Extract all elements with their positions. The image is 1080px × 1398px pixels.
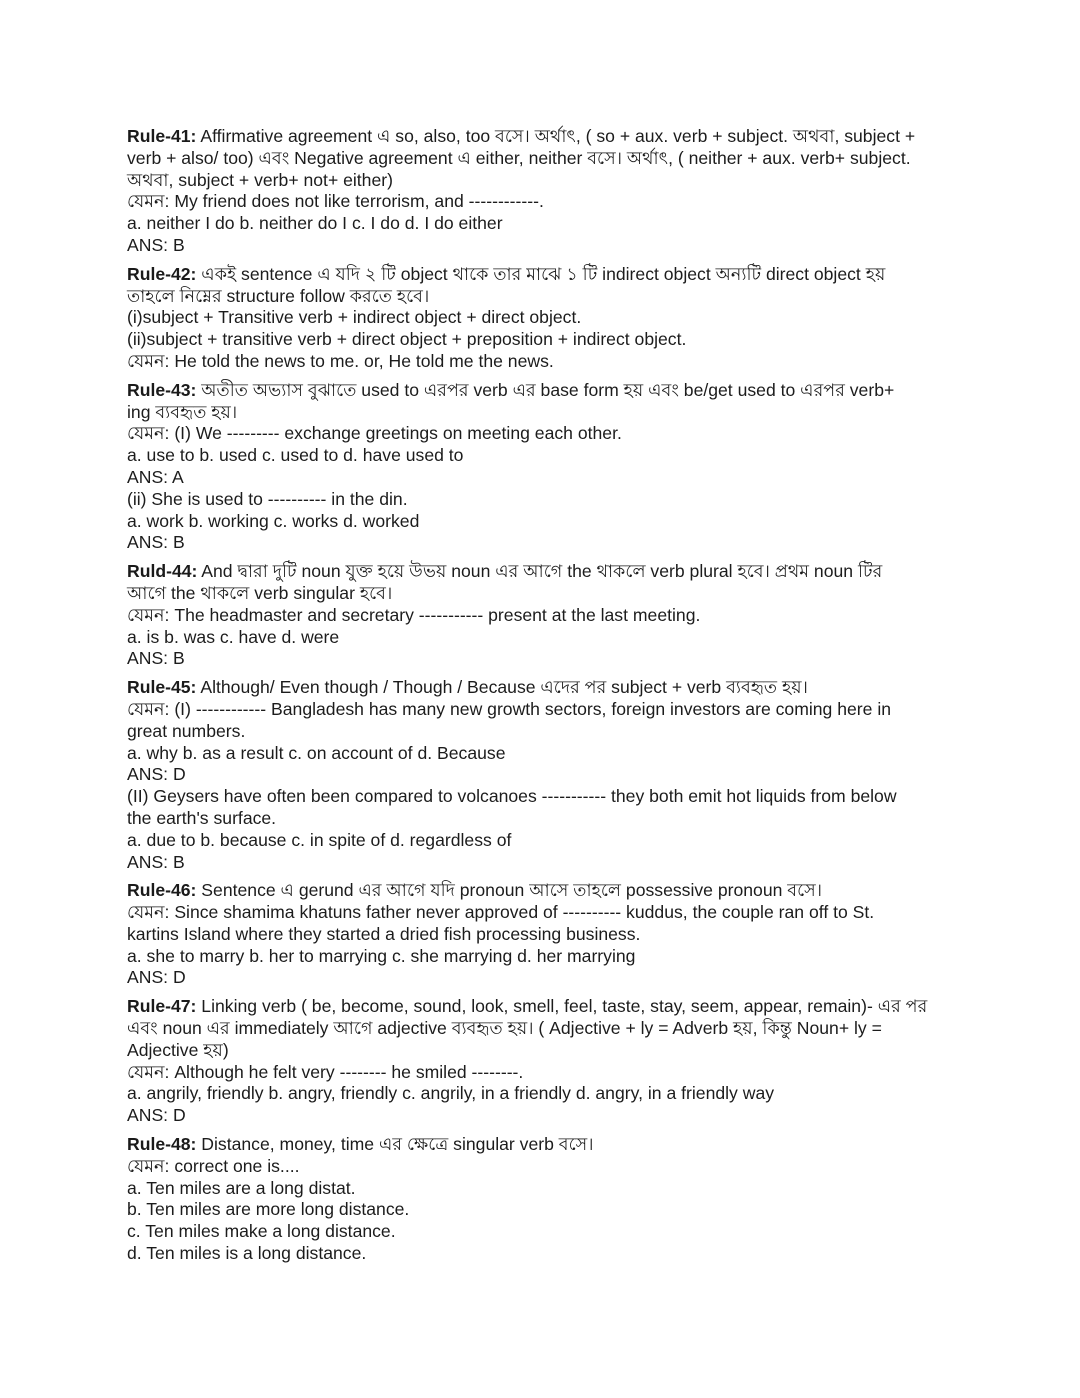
rule-heading-line bbox=[127, 996, 959, 1018]
rule-text-line: এবং noun এর immediately আগে adjective ব্যবহৃত হয়। ( Adjective + ly = Adverb হয়, কিন্তু Noun+ ly = bbox=[127, 1018, 882, 1039]
rule-text-line: a. angrily, friendly b. angry, friendly c. angrily, in a friendly d. angry, in a friendly way bbox=[127, 1083, 775, 1104]
rule-description: Affirmative agreement এ so, also, too বসে। অর্থাৎ, ( so + aux. verb + subject. অথবা, subject + bbox=[196, 126, 916, 146]
rule-label: Rule-42: bbox=[127, 263, 197, 284]
rule-text-line: ing ব্যবহৃত হয়। bbox=[127, 401, 238, 422]
rule-description: Distance, money, time এর ক্ষেত্রে singular verb বসে। bbox=[196, 1134, 594, 1155]
rule-heading-line bbox=[127, 880, 959, 902]
rule-text-line: যেমন: Since shamima khatuns father never approved of ---------- kuddus, the couple ran off to St. bbox=[127, 902, 875, 923]
rule-text-line: ANS: B bbox=[127, 234, 185, 255]
rule-heading-line bbox=[127, 561, 959, 583]
rule-description: Linking verb ( be, become, sound, look, smell, feel, taste, stay, seem, appear, remain)- এর পর bbox=[196, 996, 928, 1017]
rule-text-line: যেমন: The headmaster and secretary ----------- present at the last meeting. bbox=[127, 604, 701, 625]
rule-text-line: a. use to b. used c. used to d. have used to bbox=[127, 445, 464, 466]
rule-block bbox=[127, 1134, 959, 1265]
rule-block bbox=[127, 264, 959, 373]
rule-text-line: ANS: D bbox=[127, 764, 186, 785]
rule-text-line: c. Ten miles make a long distance. bbox=[127, 1221, 396, 1242]
rule-text-line: ANS: B bbox=[127, 851, 185, 872]
rule-text-line: ANS: A bbox=[127, 466, 184, 487]
rule-text-line: a. due to b. because c. in spite of d. regardless of bbox=[127, 829, 512, 850]
rule-text-line: verb + also/ too) এবং Negative agreement এ either, neither বসে। অর্থাৎ, ( neither + aux. verb+ subject. bbox=[127, 147, 911, 168]
rule-text-line: (ii)subject + transitive verb + direct object + preposition + indirect object. bbox=[127, 329, 687, 350]
rule-label: Rule-48: bbox=[127, 1134, 197, 1155]
rule-text-line: a. she to marry b. her to marrying c. she marrying d. her marrying bbox=[127, 945, 636, 966]
rule-text-line: আগে the থাকলে verb singular হবে। bbox=[127, 582, 393, 603]
rule-block bbox=[127, 126, 959, 257]
rule-text-line: যেমন: (I) We --------- exchange greetings on meeting each other. bbox=[127, 423, 622, 444]
rule-text-line: যেমন: Although he felt very -------- he smiled --------. bbox=[127, 1061, 524, 1082]
rule-label: Rule-47: bbox=[127, 996, 197, 1017]
rule-text-line: a. why b. as a result c. on account of d. Because bbox=[127, 742, 506, 763]
rule-block bbox=[127, 996, 959, 1127]
rule-text-line: যেমন: He told the news to me. or, He told me the news. bbox=[127, 350, 554, 371]
rule-text-line: a. neither I do b. neither do I c. I do d. I do either bbox=[127, 213, 503, 234]
rule-block bbox=[127, 880, 959, 989]
rule-description: Although/ Even though / Though / Because এদের পর subject + verb ব্যবহৃত হয়। bbox=[196, 677, 808, 698]
rule-label: Ruld-44: bbox=[127, 561, 198, 582]
rule-label: Rule-41: bbox=[127, 126, 197, 146]
rule-heading-line bbox=[127, 1134, 959, 1156]
rule-text-line: b. Ten miles are more long distance. bbox=[127, 1199, 410, 1220]
rule-block bbox=[127, 677, 959, 873]
rule-text-line: kartins Island where they started a dried fish processing business. bbox=[127, 923, 641, 944]
rule-heading-line bbox=[127, 264, 959, 286]
rule-heading-line bbox=[127, 677, 959, 699]
rule-heading-line bbox=[127, 126, 959, 148]
rule-text-line: যেমন: correct one is.... bbox=[127, 1155, 300, 1176]
rule-text-line: the earth's surface. bbox=[127, 807, 277, 828]
rule-text-line: তাহলে নিম্নের structure follow করতে হবে। bbox=[127, 285, 430, 306]
rule-text-line: যেমন: My friend does not like terrorism, and ------------. bbox=[127, 191, 544, 212]
rule-text-line: a. work b. working c. works d. worked bbox=[127, 510, 420, 531]
rule-text-line: ANS: D bbox=[127, 967, 186, 988]
rule-description: একই sentence এ যদি ২ টি object থাকে তার মাঝে ১ টি indirect object অন্যটি direct object হয় bbox=[196, 263, 886, 284]
rule-text-line: Adjective হয়) bbox=[127, 1039, 229, 1060]
rule-text-line: a. Ten miles are a long distat. bbox=[127, 1177, 356, 1198]
rule-description: অতীত অভ্যাস বুঝাতে used to এরপর verb এর base form হয় এবং be/get used to এরপর verb+ bbox=[196, 379, 895, 400]
rule-text-line: ANS: D bbox=[127, 1105, 186, 1126]
rule-label: Rule-46: bbox=[127, 880, 197, 901]
rule-text-line: অথবা, subject + verb+ not+ either) bbox=[127, 169, 393, 190]
rule-block bbox=[127, 561, 959, 670]
rule-text-line: যেমন: (I) ------------ Bangladesh has many new growth sectors, foreign investors are coming here in bbox=[127, 698, 892, 719]
rule-text-line: d. Ten miles is a long distance. bbox=[127, 1243, 367, 1264]
document-body bbox=[127, 126, 959, 1272]
rule-text-line: ANS: B bbox=[127, 532, 185, 553]
rule-block bbox=[127, 380, 959, 554]
rule-heading-line bbox=[127, 380, 959, 402]
rule-text-line: a. is b. was c. have d. were bbox=[127, 626, 340, 647]
rule-text-line: (II) Geysers have often been compared to volcanoes ----------- they both emit hot liquids from below bbox=[127, 786, 897, 807]
rule-text-line: great numbers. bbox=[127, 720, 246, 741]
rule-description: Sentence এ gerund এর আগে যদি pronoun আসে তাহলে possessive pronoun বসে। bbox=[196, 880, 823, 901]
rule-text-line: ANS: B bbox=[127, 648, 185, 669]
rule-text-line: (i)subject + Transitive verb + indirect object + direct object. bbox=[127, 307, 582, 328]
rule-label: Rule-45: bbox=[127, 677, 197, 698]
rule-description: And দ্বারা দুটি noun যুক্ত হয়ে উভয় noun এর আগে the থাকলে verb plural হবে। প্রথম noun টির bbox=[197, 561, 883, 582]
rule-text-line: (ii) She is used to ---------- in the din. bbox=[127, 488, 408, 509]
rule-label: Rule-43: bbox=[127, 379, 197, 400]
